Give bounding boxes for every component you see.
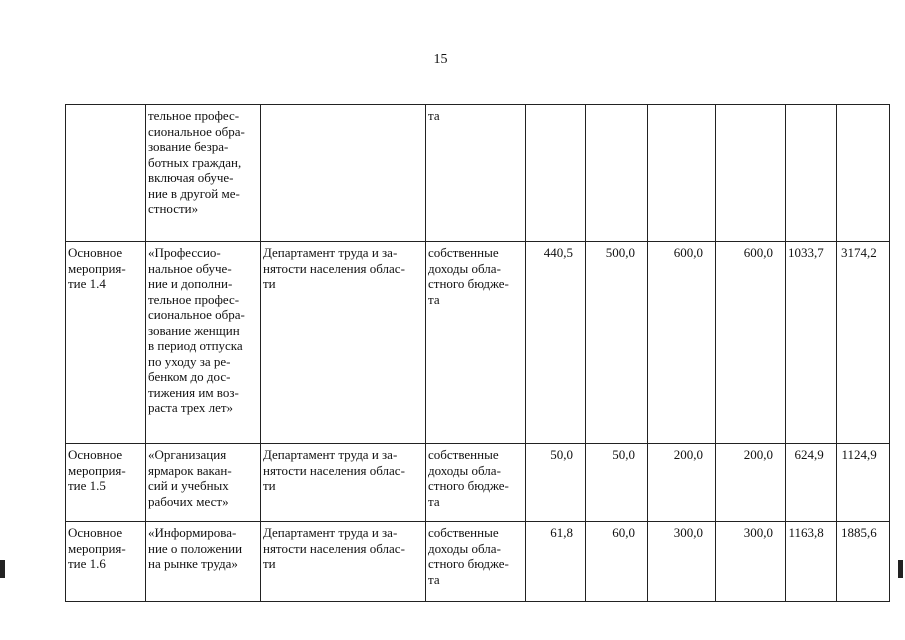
activity-name-cell [146, 444, 261, 522]
activity-type-cell [66, 242, 146, 444]
value-cell-4-text: 600,0 [743, 245, 773, 260]
value-cell-4-text: 200,0 [743, 447, 773, 462]
program-activities-table [65, 104, 890, 602]
value-cell-1-text: 50,0 [550, 447, 573, 462]
value-cell-5 [786, 444, 837, 522]
value-cell-6 [836, 105, 889, 242]
activity-name-cell-text: «Организация ярмарок вакан- сий и учебных рабочих мест» [148, 447, 232, 509]
activity-name-cell-text: «Профессио- нальное обуче- ние и дополни- тельное профес- сиональное обра- зование женщин в период отпуска по уходу за ре- бенком до дос- тижения им воз- раста трех лет» [148, 245, 245, 415]
executor-cell-text: Департамент труда и за- нятости населения облас- ти [263, 245, 405, 291]
activity-name-cell [146, 242, 261, 444]
value-cell-5 [786, 105, 837, 242]
table-row [66, 522, 890, 602]
executor-cell-text: Департамент труда и за- нятости населения облас- ти [263, 525, 405, 571]
value-cell-6 [836, 242, 889, 444]
value-cell-3-text: 200,0 [673, 447, 703, 462]
value-cell-2 [586, 242, 648, 444]
activity-type-cell [66, 444, 146, 522]
executor-cell [261, 522, 426, 602]
value-cell-4 [716, 242, 786, 444]
value-cell-5 [786, 522, 837, 602]
scan-edge-mark-right [898, 560, 903, 578]
activity-name-cell-text: тельное профес- сиональное обра- зование безра- ботных граждан, включая обуче- ние в другой ме- стности» [148, 108, 245, 216]
value-cell-2-text: 50,0 [612, 447, 635, 462]
activity-name-cell [146, 105, 261, 242]
table-row [66, 242, 890, 444]
value-cell-3 [648, 105, 716, 242]
activity-type-cell-text: Основное мероприя- тие 1.4 [68, 245, 126, 291]
activity-type-cell [66, 105, 146, 242]
value-cell-3-text: 300,0 [673, 525, 703, 540]
value-cell-5 [786, 242, 837, 444]
value-cell-3 [648, 444, 716, 522]
value-cell-3-text: 600,0 [673, 245, 703, 260]
value-cell-3 [648, 522, 716, 602]
value-cell-1 [526, 444, 586, 522]
value-cell-1 [526, 522, 586, 602]
value-cell-6-text: 3174,2 [841, 245, 877, 260]
value-cell-2 [586, 444, 648, 522]
funding-source-cell-text: собственные доходы обла- стного бюдже- та [428, 525, 509, 587]
executor-cell [261, 444, 426, 522]
funding-source-cell [426, 242, 526, 444]
funding-source-cell [426, 522, 526, 602]
value-cell-4 [716, 444, 786, 522]
value-cell-2 [586, 105, 648, 242]
executor-cell [261, 242, 426, 444]
value-cell-3 [648, 242, 716, 444]
value-cell-5-text: 1163,8 [788, 525, 824, 540]
value-cell-4 [716, 105, 786, 242]
executor-cell-text: Департамент труда и за- нятости населения облас- ти [263, 447, 405, 493]
value-cell-4-text: 300,0 [743, 525, 773, 540]
value-cell-4 [716, 522, 786, 602]
funding-source-cell-text: та [428, 108, 440, 123]
value-cell-1-text: 440,5 [543, 245, 573, 260]
funding-source-cell-text: собственные доходы обла- стного бюдже- та [428, 245, 509, 307]
funding-source-cell-text: собственные доходы обла- стного бюдже- та [428, 447, 509, 509]
value-cell-1-text: 61,8 [550, 525, 573, 540]
page-number: 15 [433, 52, 448, 67]
table-row [66, 105, 890, 242]
activity-type-cell-text: Основное мероприя- тие 1.5 [68, 447, 126, 493]
value-cell-6-text: 1885,6 [841, 525, 877, 540]
table-row [66, 444, 890, 522]
funding-source-cell [426, 444, 526, 522]
value-cell-2-text: 60,0 [612, 525, 635, 540]
value-cell-1 [526, 242, 586, 444]
value-cell-2-text: 500,0 [605, 245, 635, 260]
activity-name-cell [146, 522, 261, 602]
activity-type-cell-text: Основное мероприя- тие 1.6 [68, 525, 126, 571]
funding-source-cell [426, 105, 526, 242]
value-cell-2 [586, 522, 648, 602]
activity-type-cell [66, 522, 146, 602]
executor-cell [261, 105, 426, 242]
value-cell-6 [836, 444, 889, 522]
value-cell-1 [526, 105, 586, 242]
value-cell-5-text: 1033,7 [788, 245, 824, 260]
value-cell-6 [836, 522, 889, 602]
activity-name-cell-text: «Информирова- ние о положении на рынке труда» [148, 525, 243, 571]
value-cell-6-text: 1124,9 [841, 447, 877, 462]
scan-edge-mark-left [0, 560, 5, 578]
value-cell-5-text: 624,9 [794, 447, 824, 462]
